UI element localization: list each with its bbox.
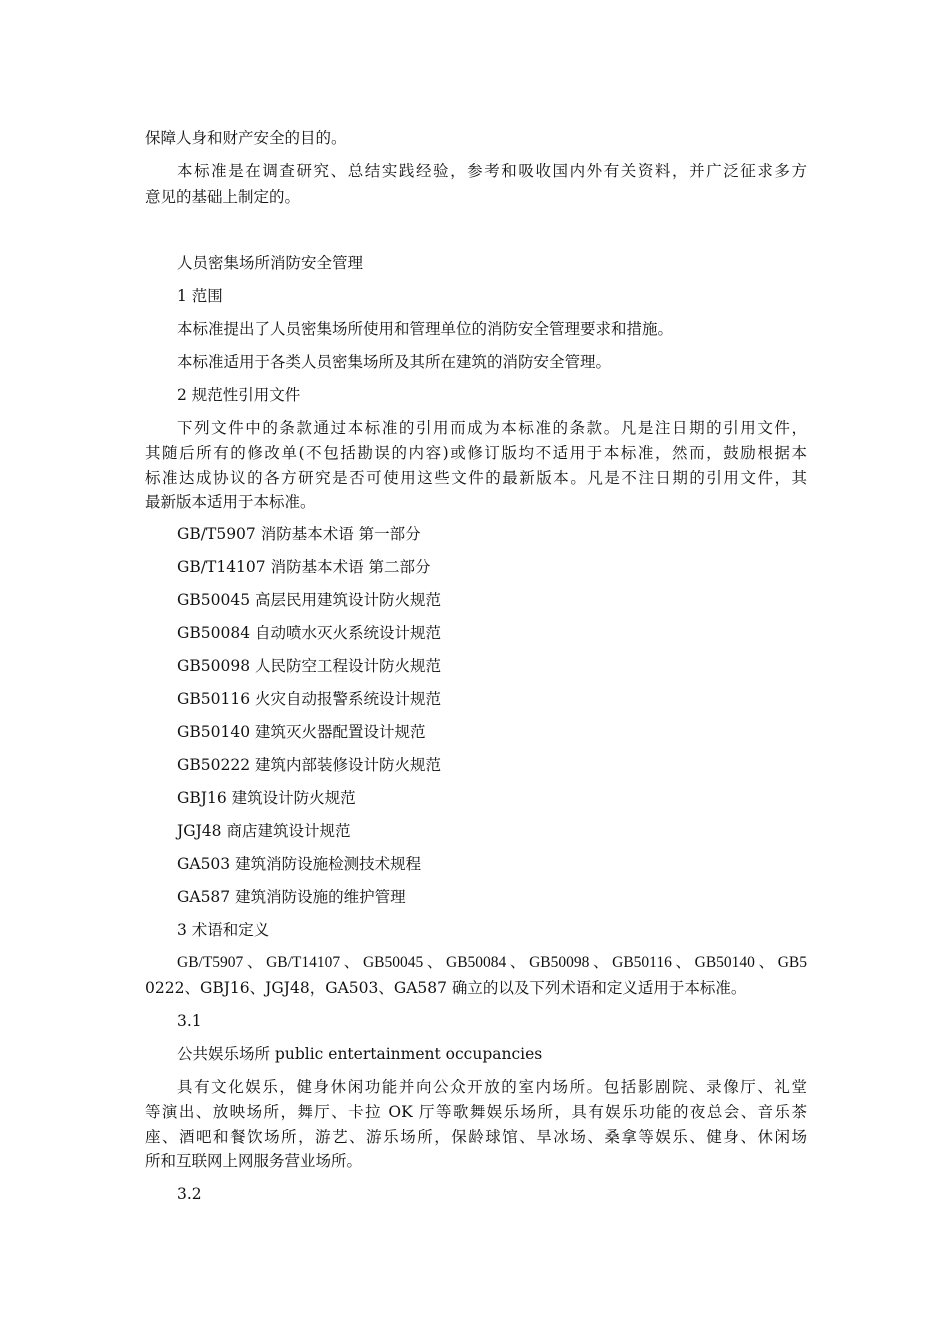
reference-item: GB50084 自动喷水灭火系统设计规范	[177, 624, 442, 642]
section-3-paragraph-line-1: GB/T5907、GB/T14107、GB50045、GB50084、GB50098、GB50116、GB50140、GB5	[177, 954, 807, 971]
reference-item: GB50116 火灾自动报警系统设计规范	[177, 690, 442, 708]
preface-line-2: 意见的基础上制定的。	[145, 188, 301, 206]
reference-item: GA587 建筑消防设施的维护管理	[177, 888, 406, 906]
preface-line-1: 本标准是在调查研究、总结实践经验，参考和吸收国内外有关资料，并广泛征求多方	[177, 162, 807, 180]
section-2-paragraph-line-2: 其随后所有的修改单(不包括勘误的内容)或修订版均不适用于本标准，然而，鼓励根据本	[145, 444, 807, 462]
term-3-1-definition-line-3: 座、酒吧和餐饮场所，游艺、游乐场所，保龄球馆、旱冰场、桑拿等娱乐、健身、休闲场	[145, 1128, 807, 1146]
section-2-paragraph-line-3: 标准达成协议的各方研究是否可使用这些文件的最新版本。凡是不注日期的引用文件，其	[145, 469, 807, 487]
reference-item: GA503 建筑消防设施检测技术规程	[177, 855, 422, 873]
reference-item: GB/T14107 消防基本术语 第二部分	[177, 558, 431, 576]
section-2-paragraph-line-4: 最新版本适用于本标准。	[145, 493, 316, 511]
section-1-paragraph-2: 本标准适用于各类人员密集场所及其所在建筑的消防安全管理。	[177, 353, 612, 371]
section-1-heading: 1 范围	[177, 287, 223, 305]
reference-item: JGJ48 商店建筑设计规范	[177, 822, 351, 840]
document-title: 人员密集场所消防安全管理	[177, 254, 364, 272]
section-2-heading: 2 规范性引用文件	[177, 386, 301, 404]
section-1-paragraph-1: 本标准提出了人员密集场所使用和管理单位的消防安全管理要求和措施。	[177, 320, 674, 338]
reference-item: GB/T5907 消防基本术语 第一部分	[177, 525, 421, 543]
term-3-1-name: 公共娱乐场所 public entertainment occupancies	[177, 1045, 543, 1063]
reference-item: GB50098 人民防空工程设计防火规范	[177, 657, 442, 675]
reference-item: GB50222 建筑内部装修设计防火规范	[177, 756, 442, 774]
section-3-paragraph-line-2: 0222、GBJ16、JGJ48，GA503、GA587 确立的以及下列术语和定义适用于本标准。	[145, 979, 747, 997]
reference-item: GB50045 高层民用建筑设计防火规范	[177, 591, 442, 609]
section-3-heading: 3 术语和定义	[177, 921, 270, 939]
reference-item: GB50140 建筑灭火器配置设计规范	[177, 723, 426, 741]
term-3-1-number: 3.1	[177, 1012, 202, 1030]
term-3-1-definition-line-2: 等演出、放映场所，舞厅、卡拉 OK 厅等歌舞娱乐场所，具有娱乐功能的夜总会、音乐茶	[145, 1103, 807, 1121]
term-3-2-number: 3.2	[177, 1185, 202, 1203]
term-3-1-definition-line-4: 所和互联网上网服务营业场所。	[145, 1152, 363, 1170]
term-3-1-definition-line-1: 具有文化娱乐，健身休闲功能并向公众开放的室内场所。包括影剧院、录像厅、礼堂	[177, 1078, 807, 1096]
reference-item: GBJ16 建筑设计防火规范	[177, 789, 356, 807]
section-2-paragraph-line-1: 下列文件中的条款通过本标准的引用而成为本标准的条款。凡是注日期的引用文件，	[177, 419, 807, 437]
intro-continuation: 保障人身和财产安全的目的。	[145, 129, 347, 147]
